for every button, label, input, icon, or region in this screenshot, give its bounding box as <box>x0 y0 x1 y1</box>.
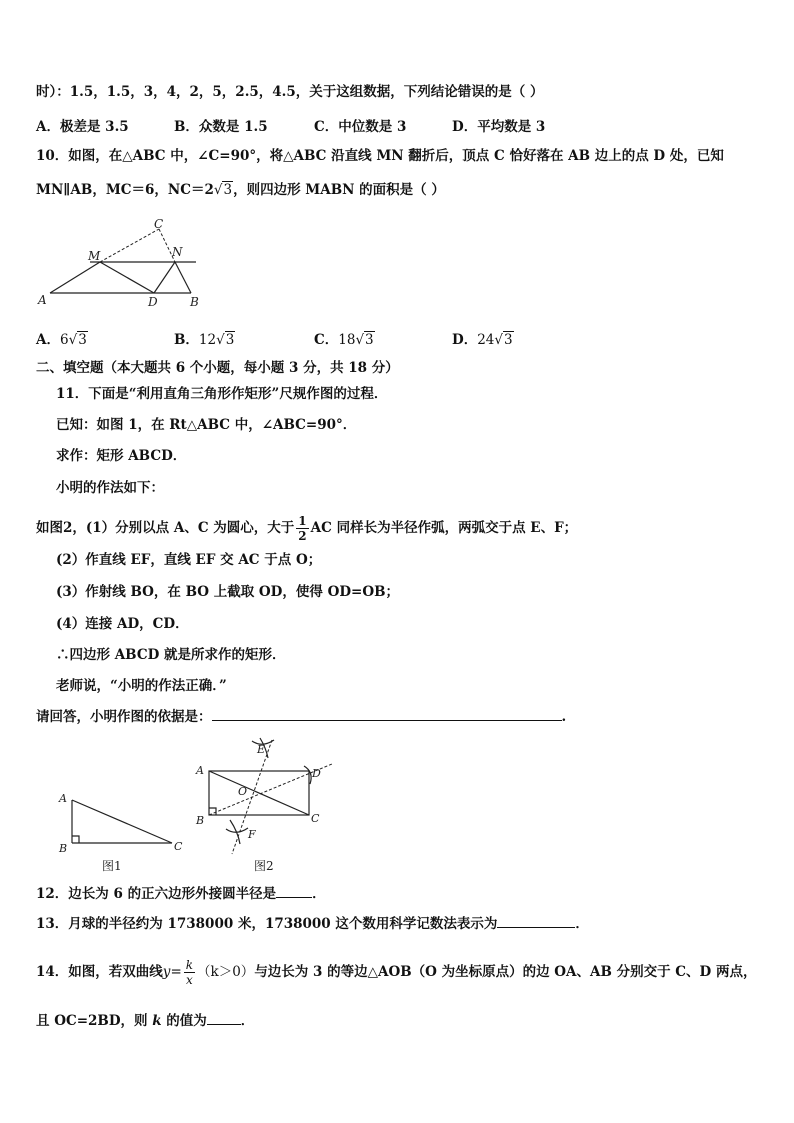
q14-part1: 14．如图，若双曲线 <box>36 964 163 980</box>
q10-option-a-rad: 3 <box>78 332 87 348</box>
q9-stem: 时）：1.5，1.5，3，4，2，5，2.5，4.5，关于这组数据，下列结论错误的是（ ） <box>36 84 544 100</box>
q9-option-a: A．极差是 3.5 <box>36 119 129 135</box>
q14-cond: （k＞0） <box>197 964 255 980</box>
fig2-label-a: A <box>196 764 204 777</box>
q11-fraction-num: 1 <box>298 514 307 528</box>
q14-line1 <box>36 958 756 987</box>
q14-y: y <box>162 964 171 980</box>
q11-figure-2 <box>190 736 340 876</box>
q12-line <box>36 885 326 903</box>
q10-label-n: N <box>172 245 183 259</box>
fig1-caption: 图1 <box>102 859 122 873</box>
q13-end: ． <box>575 916 589 932</box>
q10-option-d <box>452 328 514 348</box>
q10-option-d-letter: D． <box>452 332 478 348</box>
q10-option-d-coef: 24 <box>477 332 495 348</box>
fig2-arc-f1 <box>226 828 248 832</box>
fig2-right-angle-mark <box>209 808 216 815</box>
q10-option-b-value: 12√3 <box>198 332 235 348</box>
q13-answer-blank[interactable] <box>497 915 575 928</box>
q10-stem-2b: ，则四边形 MABN 的面积是（ ） <box>233 182 445 198</box>
q9-option-b: B．众数是 1.5 <box>174 119 268 135</box>
q11-fraction-half <box>296 514 308 543</box>
q11-ask-text: 请回答，小明作图的依据是： <box>36 709 212 725</box>
q11-find: 求作：矩形 ABCD． <box>56 448 187 464</box>
q11-figure-1 <box>56 786 191 876</box>
section2-title: 二、填空题（本大题共 6 个小题，每小题 3 分，共 18 分） <box>36 360 399 376</box>
q14-line2-a: 且 OC=2BD，则 <box>36 1013 153 1029</box>
q11-step1 <box>36 514 577 543</box>
q10-sqrt-radicand: 3 <box>223 182 233 198</box>
fig2-caption: 图2 <box>254 859 274 873</box>
q11-stem: 11．下面是“利用直角三角形作矩形”尺规作图的过程． <box>56 386 388 402</box>
q10-option-b-coef: 12 <box>198 332 217 348</box>
q10-dashed-mc <box>100 229 159 262</box>
fig1-label-c: C <box>174 840 183 853</box>
fig2-label-f: F <box>248 828 256 841</box>
fig1-right-angle-mark <box>72 836 79 843</box>
q10-label-a: A <box>38 293 47 307</box>
q11-conclusion: ∴四边形 ABCD 就是所求作的矩形． <box>56 647 286 663</box>
q14-fraction-num: k <box>185 958 194 972</box>
q12-answer-blank[interactable] <box>276 885 312 898</box>
q11-answer-blank[interactable] <box>212 708 562 721</box>
q12-text: 12．边长为 6 的正六边形外接圆半径是 <box>36 886 277 902</box>
q11-ask <box>36 708 566 726</box>
q10-segment-dn <box>154 262 175 293</box>
q14-line2-b: 的值为 <box>161 1013 207 1029</box>
q14-end: ． <box>240 1013 255 1029</box>
q10-option-b-rad: 3 <box>225 332 235 348</box>
q10-option-a-value: 6√3 <box>59 332 87 348</box>
q11-step1-b: AC 同样长为半径作弧，两弧交于点 E、F； <box>310 520 578 536</box>
q10-option-c <box>314 328 375 348</box>
q10-label-m: M <box>88 249 101 263</box>
q10-stem-line2 <box>36 181 445 199</box>
q9-options <box>36 115 596 133</box>
fig1-label-a: A <box>59 792 67 805</box>
q11-fraction-den: 2 <box>298 529 307 543</box>
q10-sqrt: √3 <box>213 182 233 198</box>
q10-option-a-letter: A． <box>36 332 60 348</box>
q10-options <box>36 328 596 346</box>
q10-stem-line1: 10．如图，在△ABC 中，∠C=90°，将△ABC 沿直线 MN 翻折后，顶点 C 恰好落在 AB 边上的点 D 处，已知 <box>36 148 724 164</box>
q10-option-b-letter: B． <box>174 332 199 348</box>
q10-option-b <box>174 328 235 348</box>
q14-fraction-k-over-x <box>184 958 195 987</box>
q11-step1-a: 如图2，(1）分别以点 A、C 为圆心，大于 <box>36 520 295 536</box>
q10-segment-nb <box>175 262 191 293</box>
q9-option-c: C．中位数是 3 <box>314 119 407 135</box>
fig2-label-c: C <box>311 812 320 825</box>
q14-part2: 与边长为 3 的等边△AOB（O 为坐标原点）的边 OA、AB 分别交于 C、D 两点， <box>254 964 757 980</box>
q10-segment-am <box>50 262 100 293</box>
q10-stem-2a: MN∥AB，MC＝6，NC＝2 <box>36 182 214 198</box>
q10-label-c: C <box>154 217 164 231</box>
q13-line <box>36 915 589 933</box>
q12-end: ． <box>312 886 326 902</box>
q11-step3: (3）作射线 BO，在 BO 上截取 OD，使得 OD=OB； <box>56 584 400 600</box>
q10-option-a <box>36 328 88 348</box>
q14-k: k <box>152 1013 162 1029</box>
q10-figure <box>34 216 214 310</box>
fig2-label-d: D <box>312 767 321 780</box>
q10-option-c-rad: 3 <box>365 332 374 348</box>
q13-text: 13．月球的半径约为 1738000 米，1738000 这个数用科学记数法表示为 <box>36 916 498 932</box>
q11-step4: (4）连接 AD，CD． <box>56 616 189 632</box>
q10-option-c-coef: 18 <box>338 332 356 348</box>
q10-option-c-letter: C． <box>314 332 339 348</box>
q10-option-c-value: 18√3 <box>338 332 374 348</box>
q14-line2 <box>36 1012 254 1030</box>
q9-option-d: D．平均数是 3 <box>452 119 546 135</box>
fig2-label-e: E <box>257 743 266 756</box>
q10-option-d-rad: 3 <box>504 332 513 348</box>
q10-option-d-value: 24√3 <box>477 332 513 348</box>
q11-ask-end: . <box>561 709 567 725</box>
q14-answer-blank[interactable] <box>207 1012 241 1025</box>
fig2-label-o: O <box>238 785 248 798</box>
q11-method: 小明的作法如下： <box>56 480 164 496</box>
q14-eq: = <box>170 964 182 980</box>
q10-label-d: D <box>148 295 158 309</box>
fig2-label-b: B <box>196 814 205 827</box>
q10-segment-md <box>100 262 154 293</box>
q10-option-a-coef: 6 <box>59 332 69 348</box>
q11-step2: (2）作直线 EF，直线 EF 交 AC 于点 O； <box>56 552 322 568</box>
fig2-arc-d <box>304 766 311 784</box>
q11-teacher: 老师说，“小明的作法正确．” <box>56 678 227 694</box>
q10-label-b: B <box>190 295 199 309</box>
q14-fraction-den: x <box>186 973 193 987</box>
fig1-segment-ac <box>72 800 172 843</box>
q11-given: 已知：如图 1，在 Rt△ABC 中，∠ABC=90°． <box>56 417 357 433</box>
fig1-label-b: B <box>59 842 68 855</box>
